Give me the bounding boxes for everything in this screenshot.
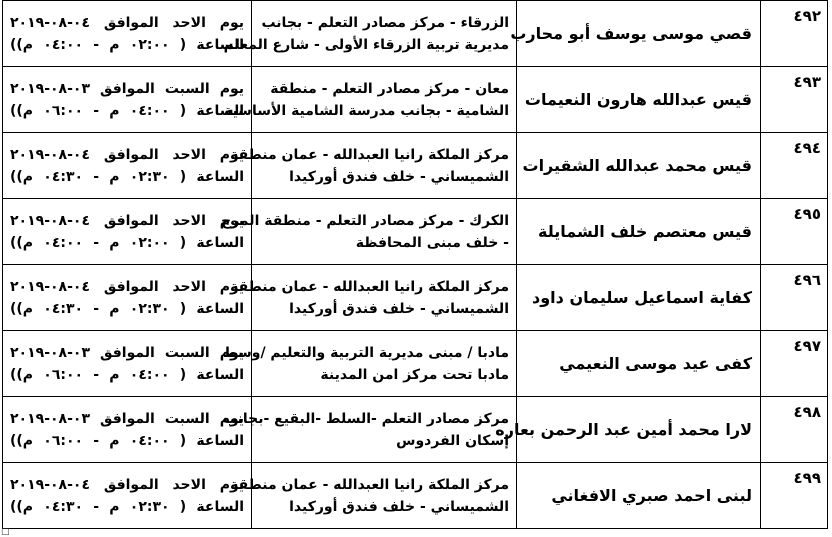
location-line-2: الشميساني - خلف فندق أوركيدا	[289, 300, 509, 317]
location-line-2: الشميساني - خلف فندق أوركيدا	[289, 168, 509, 185]
number-cell	[761, 1, 828, 67]
paragraph-mark-icon: □	[1, 527, 10, 537]
date-line: يوم الاحد الموافق ٠٤-٠٨-٢٠١٩	[10, 14, 244, 31]
time-line: الساعة ( ٠٤:٠٠ م - ٠٦:٠٠ م))	[10, 432, 244, 449]
time-cell	[3, 199, 252, 265]
time-cell	[3, 133, 252, 199]
time-line: الساعة ( ٠٢:٣٠ م - ٠٤:٣٠ م))	[10, 498, 244, 515]
row-number: ٤٩٧	[793, 336, 821, 355]
person-name: قيس معتصم خلف الشمايلة	[538, 222, 752, 241]
location-line-1: مادبا / مبنى مديرية التربية والتعليم /وسط	[222, 344, 509, 361]
time-line: الساعة ( ٠٢:٣٠ م - ٠٤:٣٠ م))	[10, 168, 244, 185]
time-cell	[3, 397, 252, 463]
table-row	[3, 331, 828, 397]
row-number: ٤٩٨	[793, 402, 821, 421]
time-cell	[3, 265, 252, 331]
time-cell	[3, 331, 252, 397]
name-cell	[517, 331, 761, 397]
person-name: قيس محمد عبدالله الشقيرات	[522, 156, 752, 175]
person-name: قصي موسى يوسف أبو محارب	[510, 24, 752, 43]
person-name: لارا محمد أمين عبد الرحمن بعاره	[495, 420, 752, 439]
date-line: يوم الاحد الموافق ٠٤-٠٨-٢٠١٩	[10, 146, 244, 163]
name-cell	[517, 265, 761, 331]
location-line-1: الكرك - مركز مصادر التعلم - منطقة المرج	[221, 212, 509, 229]
location-line-1: مركز الملكة رانيا العبدالله - عمان منطقة	[230, 476, 509, 493]
row-number: ٤٩٥	[793, 204, 821, 223]
number-cell	[761, 463, 828, 529]
date-line: يوم السبت الموافق ٠٣-٠٨-٢٠١٩	[10, 344, 244, 361]
table-row	[3, 67, 828, 133]
date-line: يوم الاحد الموافق ٠٤-٠٨-٢٠١٩	[10, 212, 244, 229]
table-row	[3, 265, 828, 331]
time-line: الساعة ( ٠٤:٠٠ م - ٠٦:٠٠ م))	[10, 366, 244, 383]
table-row	[3, 199, 828, 265]
row-number: ٤٩٣	[793, 72, 821, 91]
table-row	[3, 1, 828, 67]
name-cell	[517, 133, 761, 199]
time-cell	[3, 463, 252, 529]
location-cell	[222, 331, 517, 397]
name-cell	[517, 67, 761, 133]
date-line: يوم الاحد الموافق ٠٤-٠٨-٢٠١٩	[10, 278, 244, 295]
date-line: يوم السبت الموافق ٠٣-٠٨-٢٠١٩	[10, 80, 244, 97]
name-cell	[510, 1, 761, 67]
time-cell	[3, 1, 252, 67]
row-number: ٤٩٩	[793, 468, 821, 487]
number-cell	[761, 133, 828, 199]
number-cell	[761, 331, 828, 397]
person-name: قيس عبدالله هارون النعيمات	[524, 90, 752, 109]
person-name: لبنى احمد صبري الافغاني	[551, 486, 752, 505]
table-row	[3, 463, 828, 529]
location-cell	[221, 199, 517, 265]
date-line: يوم السبت الموافق ٠٣-٠٨-٢٠١٩	[10, 410, 244, 427]
row-number: ٤٩٦	[793, 270, 821, 289]
number-cell	[761, 199, 828, 265]
location-line-2: مادبا تحت مركز امن المدينة	[320, 366, 509, 383]
number-cell	[761, 67, 828, 133]
person-name: كفاية اسماعيل سليمان داود	[532, 288, 752, 307]
date-line: يوم الاحد الموافق ٠٤-٠٨-٢٠١٩	[10, 476, 244, 493]
number-cell	[761, 397, 828, 463]
time-line: الساعة ( ٠٤:٠٠ م - ٠٦:٠٠ م))	[10, 102, 244, 119]
schedule-table	[2, 0, 828, 529]
location-line-1: الزرقاء - مركز مصادر التعلم - بجانب	[261, 14, 509, 31]
location-line-1: معان - مركز مصادر التعلم - منطقة	[270, 80, 509, 97]
location-line-2: إسكان الفردوس	[396, 432, 509, 449]
location-cell	[230, 265, 517, 331]
row-number: ٤٩٢	[793, 6, 821, 25]
number-cell	[761, 265, 828, 331]
table-row	[3, 133, 828, 199]
time-cell	[3, 67, 252, 133]
row-number: ٤٩٤	[793, 138, 821, 157]
time-line: الساعة ( ٠٢:٣٠ م - ٠٤:٣٠ م))	[10, 300, 244, 317]
name-cell	[495, 397, 761, 463]
time-line: الساعة ( ٠٢:٠٠ م - ٠٤:٠٠ م))	[10, 234, 244, 251]
name-cell	[517, 463, 761, 529]
location-line-2: مديرية تربية الزرقاء الأولى - شارع المعلم	[223, 36, 509, 53]
table-row	[3, 397, 828, 463]
time-line: الساعة ( ٠٢:٠٠ م - ٠٤:٠٠ م))	[10, 36, 244, 53]
person-name: كفى عيد موسى النعيمي	[559, 354, 752, 373]
name-cell	[517, 199, 761, 265]
location-line-1: مركز الملكة رانيا العبدالله - عمان منطقة	[230, 278, 509, 295]
location-cell	[222, 397, 517, 463]
location-cell	[223, 67, 517, 133]
location-cell	[230, 463, 517, 529]
location-line-1: مركز الملكة رانيا العبدالله - عمان منطقة	[230, 146, 509, 163]
location-line-1: مركز مصادر التعلم -السلط -البقيع -بجانب	[222, 410, 509, 427]
location-cell	[223, 1, 517, 67]
location-cell	[230, 133, 517, 199]
location-line-2: - خلف مبنى المحافظة	[355, 234, 509, 251]
location-line-2: الشامية - بجانب مدرسة الشامية الأساسية	[223, 102, 509, 119]
location-line-2: الشميساني - خلف فندق أوركيدا	[289, 498, 509, 515]
